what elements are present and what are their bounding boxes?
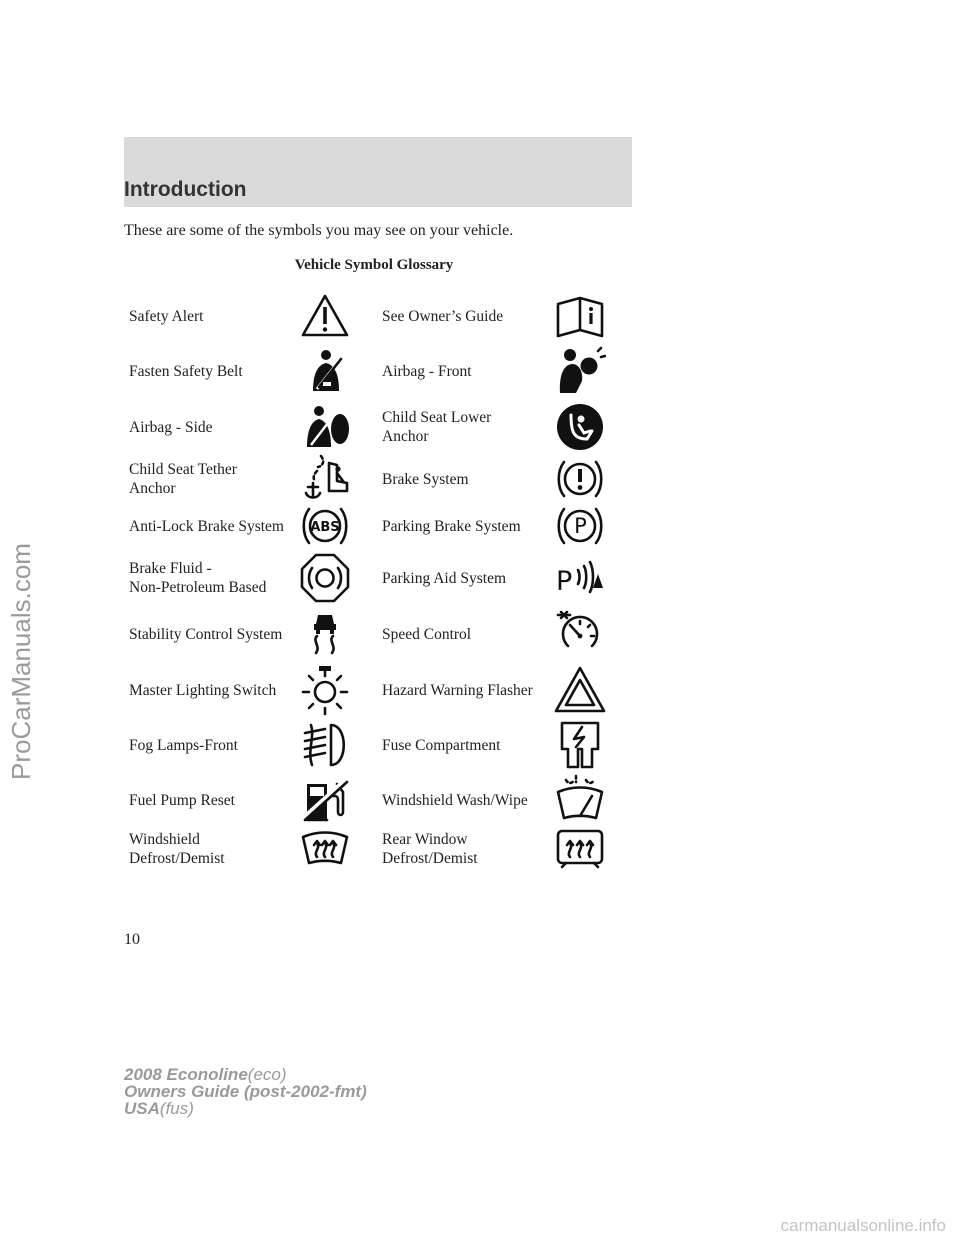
document-footer	[124, 1066, 367, 1117]
abs-icon	[299, 500, 351, 552]
fuse-compartment-icon	[554, 719, 606, 771]
airbag-front-icon	[554, 345, 606, 397]
child-seat-tether-anchor-icon	[299, 453, 351, 505]
symbol-label	[129, 791, 235, 810]
symbol-label	[382, 470, 469, 489]
symbol-label-line: Parking Brake System	[382, 517, 521, 535]
symbol-label	[129, 418, 213, 437]
windshield-defrost-icon	[299, 823, 351, 875]
symbol-label	[129, 681, 276, 700]
symbol-label	[129, 625, 282, 644]
footer-market-code: (fus)	[159, 1099, 194, 1118]
symbol-label	[382, 736, 500, 755]
footer-market: USA	[124, 1099, 160, 1118]
symbol-label	[382, 569, 506, 588]
speed-control-icon	[554, 608, 606, 660]
symbol-label-line: Rear Window	[382, 831, 468, 848]
symbol-label	[382, 517, 521, 536]
parking-brake-icon-text: P	[574, 514, 587, 538]
vertical-watermark: ProCarManuals.com	[6, 543, 36, 780]
symbol-label-line: Defrost/Demist	[129, 850, 225, 867]
symbol-label-line: Fog Lamps-Front	[129, 736, 238, 754]
symbol-label	[129, 362, 243, 381]
symbol-label-line: Anchor	[129, 480, 176, 497]
safety-alert-icon	[299, 290, 351, 342]
symbol-label-line: Child Seat Tether	[129, 461, 237, 478]
symbol-label	[382, 625, 471, 644]
site-watermark: carmanualsonline.info	[780, 1216, 946, 1235]
footer-model: 2008 Econoline	[124, 1065, 248, 1084]
rear-window-defrost-icon	[554, 823, 606, 875]
page-number: 10	[124, 931, 140, 948]
hazard-flasher-icon	[554, 664, 606, 716]
symbol-label-line: See Owner’s Guide	[382, 307, 504, 325]
symbol-label-line: Airbag - Front	[382, 362, 472, 380]
symbol-label-line: Brake Fluid -	[129, 560, 212, 577]
owners-guide-icon	[554, 290, 606, 342]
footer-model-code: (eco)	[247, 1065, 287, 1084]
section-title: Introduction	[124, 178, 247, 201]
symbol-label	[129, 307, 203, 326]
fuel-pump-reset-icon	[299, 774, 351, 826]
symbol-label	[382, 362, 472, 381]
symbol-label-line: Windshield Wash/Wipe	[382, 791, 528, 809]
symbol-label	[129, 559, 266, 597]
symbol-label	[129, 736, 238, 755]
symbol-label-line: Hazard Warning Flasher	[382, 681, 533, 699]
symbol-label-line: Fasten Safety Belt	[129, 362, 243, 380]
intro-text: These are some of the symbols you may see on your vehicle.	[124, 222, 514, 239]
brake-system-icon	[554, 453, 606, 505]
symbol-label	[129, 517, 284, 536]
windshield-wash-wipe-icon	[554, 774, 606, 826]
symbol-label-line: Airbag - Side	[129, 418, 213, 436]
abs-icon-text: ABS	[310, 520, 340, 535]
child-seat-lower-anchor-icon	[554, 401, 606, 453]
parking-aid-icon-text: P	[556, 566, 573, 597]
stability-control-icon	[299, 608, 351, 660]
symbol-label-line: Non-Petroleum Based	[129, 579, 267, 596]
symbol-label-line: Master Lighting Switch	[129, 681, 277, 699]
symbol-label	[382, 307, 503, 326]
parking-aid-icon	[554, 552, 606, 604]
symbol-label-line: Fuel Pump Reset	[129, 791, 235, 809]
symbol-label	[382, 830, 478, 868]
airbag-side-icon	[299, 401, 351, 453]
brake-fluid-icon	[299, 552, 351, 604]
symbol-label	[382, 408, 491, 446]
fog-lamps-icon	[299, 719, 351, 771]
symbol-label-line: Safety Alert	[129, 307, 204, 325]
symbol-label	[129, 460, 237, 498]
symbol-label	[129, 830, 225, 868]
symbol-label-line: Fuse Compartment	[382, 736, 501, 754]
seat-belt-icon	[299, 345, 351, 397]
symbol-label-line: Anchor	[382, 428, 429, 445]
footer-guide: Owners Guide (post-2002-fmt)	[124, 1082, 367, 1101]
symbol-label-line: Defrost/Demist	[382, 850, 478, 867]
symbol-label-line: Windshield	[129, 831, 200, 848]
parking-brake-icon	[554, 500, 606, 552]
symbol-label-line: Speed Control	[382, 625, 472, 643]
symbol-label-line: Brake System	[382, 470, 469, 488]
master-lighting-icon	[299, 664, 351, 716]
symbol-label	[382, 791, 528, 810]
glossary-title: Vehicle Symbol Glossary	[294, 257, 454, 273]
symbol-label-line: Child Seat Lower	[382, 409, 492, 426]
symbol-label-line: Anti-Lock Brake System	[129, 517, 284, 535]
symbol-label	[382, 681, 533, 700]
symbol-label-line: Parking Aid System	[382, 569, 507, 587]
symbol-label-line: Stability Control System	[129, 625, 283, 643]
